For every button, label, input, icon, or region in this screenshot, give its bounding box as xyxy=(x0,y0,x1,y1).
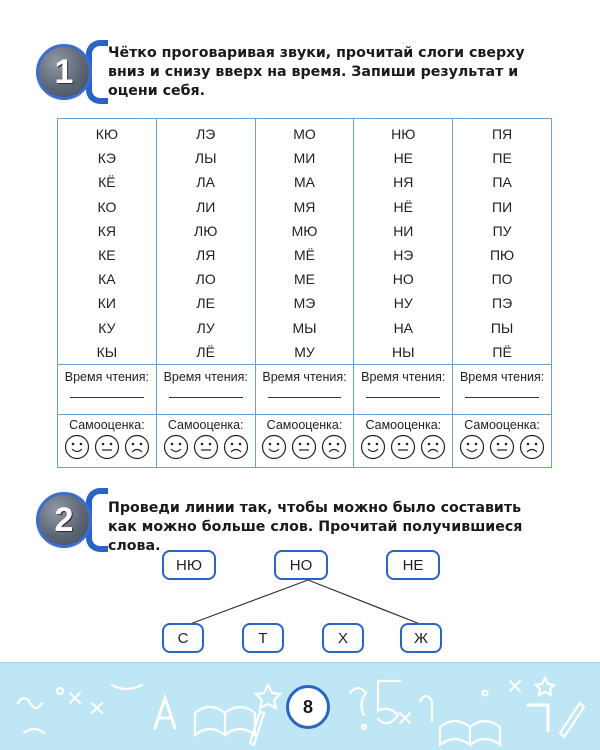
reading-time-label: Время чтения: xyxy=(361,370,446,384)
syllable: КЯ xyxy=(97,222,117,239)
reading-time-label: Время чтения: xyxy=(262,370,347,384)
self-assessment-label: Самооценка: xyxy=(69,418,145,432)
syllable: НО xyxy=(392,271,414,288)
syllable: ЛА xyxy=(196,174,215,191)
syllable: ЛО xyxy=(195,271,216,288)
self-assessment-label: Самооценка: xyxy=(167,418,244,432)
self-assessment-label: Самооценка: xyxy=(464,418,540,432)
syllable: МЕ xyxy=(293,271,315,288)
syllable: КЮ xyxy=(95,126,119,142)
syllable: МЯ xyxy=(293,198,316,215)
syllable: ЛЕ xyxy=(196,295,215,312)
letter-box-bottom[interactable]: С xyxy=(162,623,204,653)
syllable: ПЫ xyxy=(490,319,514,336)
syllable: МЭ xyxy=(293,295,316,312)
syllable: ЛЁ xyxy=(196,343,215,360)
word-box-top[interactable]: НЮ xyxy=(162,550,216,580)
syllable: ЛУ xyxy=(196,319,215,336)
syllable: КЁ xyxy=(98,174,116,191)
syllable: КЕ xyxy=(98,246,116,263)
self-assessment-label: Самооценка: xyxy=(266,418,343,432)
syllable: НЫ xyxy=(392,343,415,360)
reading-time-label: Время чтения: xyxy=(459,370,545,384)
syllable: ЛИ xyxy=(196,198,216,215)
self-assessment-label: Самооценка: xyxy=(365,418,442,432)
word-box-top[interactable]: НО xyxy=(274,550,328,580)
syllable: КО xyxy=(97,198,117,215)
syllable: МЫ xyxy=(292,319,317,336)
syllable: ЛЯ xyxy=(196,246,216,263)
syllable: ЛЮ xyxy=(194,222,218,239)
syllable: ПЁ xyxy=(492,343,512,360)
reading-time-label: Время чтения: xyxy=(64,370,150,384)
syllable: МЮ xyxy=(291,222,318,239)
syllable: КЫ xyxy=(96,343,118,360)
syllable: МИ xyxy=(293,150,316,167)
syllable: МА xyxy=(293,174,315,191)
word-box-top[interactable]: НЕ xyxy=(386,550,440,580)
syllable: НА xyxy=(393,319,414,336)
syllable: НУ xyxy=(393,295,413,312)
syllable: НЯ xyxy=(393,174,414,191)
syllable: ПЯ xyxy=(491,126,513,142)
syllable: КА xyxy=(98,271,116,288)
syllable: НЁ xyxy=(393,198,414,215)
syllable: МЁ xyxy=(293,246,315,263)
page-number: 8 xyxy=(286,685,330,729)
syllable: НЕ xyxy=(393,150,414,167)
syllable: ПЮ xyxy=(489,246,515,263)
letter-box-bottom[interactable]: Х xyxy=(322,623,364,653)
letter-box-bottom[interactable]: Т xyxy=(242,623,284,653)
syllable: МУ xyxy=(294,343,315,360)
task-2-instruction: Проведи линии так, чтобы можно было составить как можно больше слов. Прочитай получившиеся слова. xyxy=(108,500,523,554)
syllable: ЛЫ xyxy=(194,150,217,167)
syllable: КИ xyxy=(97,295,116,312)
syllable: ПО xyxy=(491,271,513,288)
syllable: НЭ xyxy=(393,246,414,263)
task-number: 2 xyxy=(36,492,92,548)
task-number: 1 xyxy=(36,44,92,100)
syllable: МО xyxy=(293,126,316,142)
syllable: ПУ xyxy=(492,222,512,239)
syllable: НИ xyxy=(393,222,414,239)
syllable: ЛЭ xyxy=(196,126,216,142)
syllable: НЮ xyxy=(391,126,416,142)
syllable: КУ xyxy=(98,319,116,336)
syllable: ПИ xyxy=(492,198,513,215)
syllable: ПЕ xyxy=(492,150,512,167)
reading-time-label: Время чтения: xyxy=(163,370,248,384)
letter-box-bottom[interactable]: Ж xyxy=(400,623,442,653)
task-1-instruction: Чётко проговаривая звуки, прочитай слоги сверху вниз и снизу вверх на время. Запиши результат и оцени себя. xyxy=(108,45,525,99)
syllable: ПЭ xyxy=(492,295,513,312)
syllable: КЭ xyxy=(97,150,116,167)
syllable: ПА xyxy=(492,174,512,191)
